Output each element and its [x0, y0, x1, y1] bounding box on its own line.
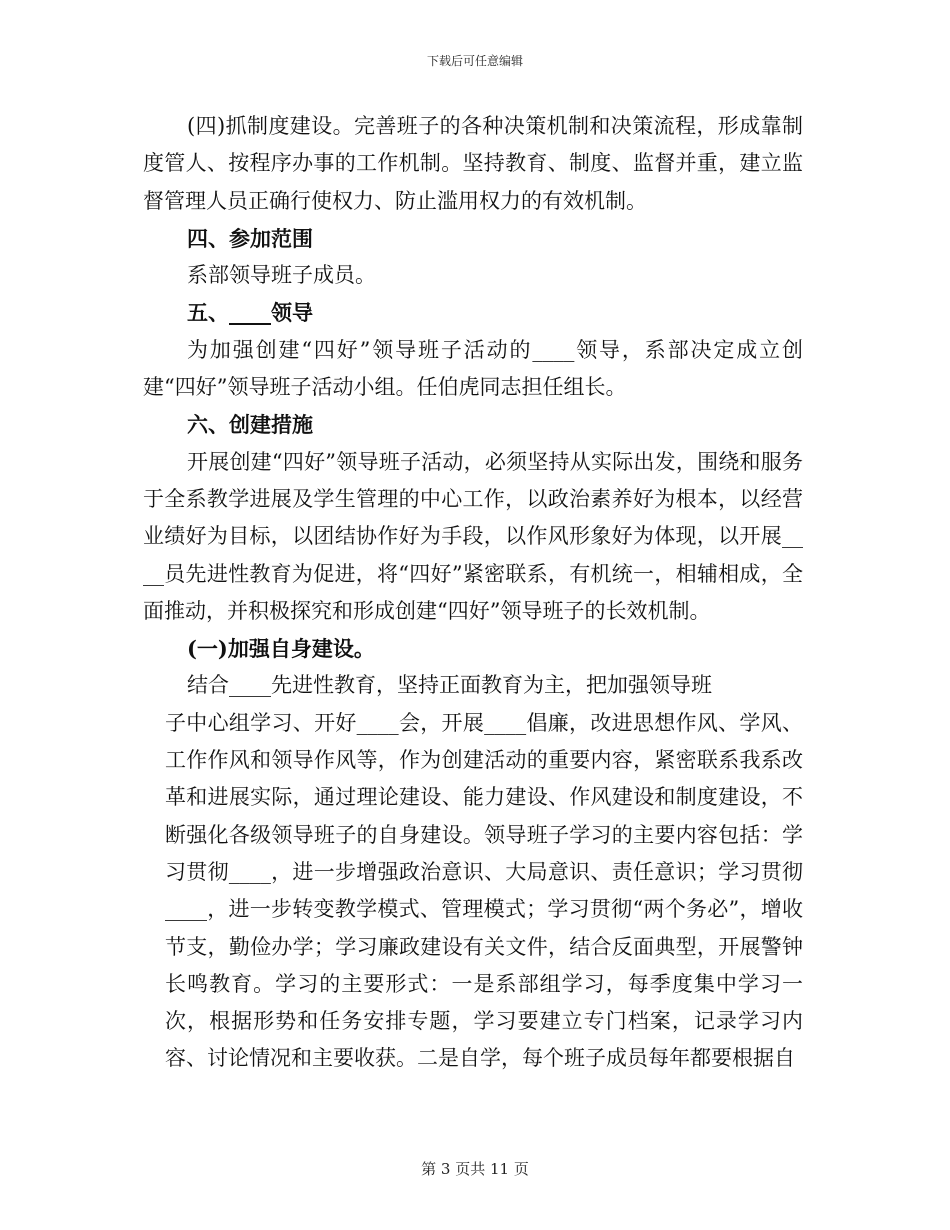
heading-measures: 六、创建措施 — [187, 412, 313, 438]
document-body — [143, 108, 803, 1078]
heading-leadership: 五、____领导 — [187, 300, 313, 326]
paragraph-scope: 系部领导班子成员。 — [187, 263, 376, 288]
paragraph-self-building-body: 子中心组学习、开好____会，开展____倡廉，改进思想作风、学风、工作作风和领导作风等，作为创建活动的重要内容，紧密联系我系改革和进展实际，通过理论建设、能力建设、作风建设和制度建设，不断强化各级领导班子的自身建设。领导班子学习的主要内容包括：学习贯彻____，进一步增强政治意识、大局意识、责任意识；学习贯彻____，进一步转变教学模式、管理模式；学习贯彻“两个务必”，增收节支，勤俭办学；学习廉政建设有关文件，结合反面典型，开展警钟长鸣教育。学习的主要形式：一是系部组学习，每季度集中学习一次，根据形势和任务安排专题，学习要建立专门档案，记录学习内容、讨论情况和主要收获。二是自学，每个班子成员每年都要根据自 — [165, 710, 803, 1071]
paragraph-system-building: (四)抓制度建设。完善班子的各种决策机制和决策流程，形成靠制度管人、按程序办事的工作机制。坚持教育、制度、监督并重，建立监督管理人员正确行使权力、防止滥用权力的有效机制。 — [143, 114, 803, 213]
page-number: 第 3 页共 11 页 — [421, 1160, 529, 1178]
page-header-note: 下载后可任意编辑 — [426, 54, 523, 68]
paragraph-leadership: 为加强创建“四好”领导班子活动的____领导，系部决定成立创建“四好”领导班子活动小组。任伯虎同志担任组长。 — [143, 337, 803, 400]
subheading-self-building: (一)加强自身建设。 — [187, 636, 375, 662]
paragraph-self-building-intro: 结合____先进性教育，坚持正面教育为主，把加强领导班 — [187, 673, 712, 698]
paragraph-measures: 开展创建“四好”领导班子活动，必须坚持从实际出发，围绕和服务于全系教学进展及学生管理的中心工作，以政治素养好为根本，以经营业绩好为目标，以团结协作好为手段，以作风形象好为体现，以开展____员先进性教育为促进，将“四好”紧密联系，有机统一，相辅相成，全面推动，并积极探究和形成创建“四好”领导班子的长效机制。 — [143, 449, 803, 623]
heading-scope: 四、参加范围 — [187, 225, 313, 251]
